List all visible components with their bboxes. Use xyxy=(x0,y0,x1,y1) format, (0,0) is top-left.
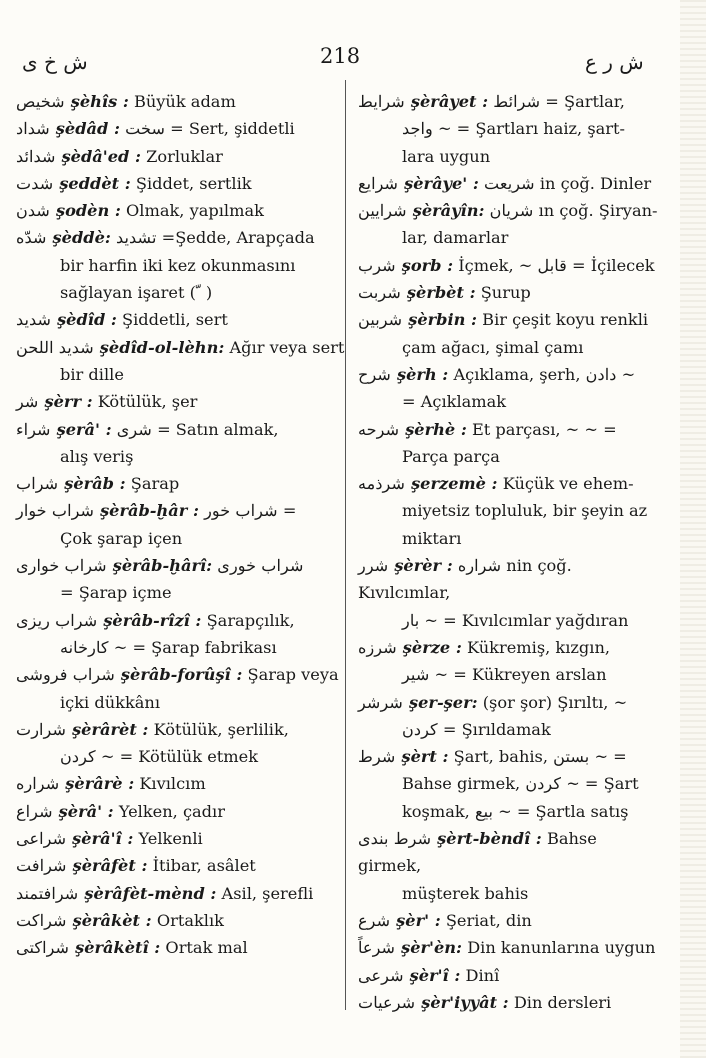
entry-first-line xyxy=(16,607,346,634)
definition: Din dersleri xyxy=(513,992,612,1012)
entry-first-line xyxy=(16,88,346,115)
definition-continuation: bir harfin iki kez okunmasını xyxy=(60,255,296,275)
arabic-headword: شدّه xyxy=(16,228,47,248)
definition-continuation: شير ~ = Kükreyen arslan xyxy=(402,665,607,685)
definition: Asil, şerefli xyxy=(221,883,314,903)
arabic-headword: شرع xyxy=(358,910,391,930)
entry-first-line xyxy=(16,934,346,961)
dictionary-entry xyxy=(358,470,658,552)
transliteration: şèrâb-ḫâr : xyxy=(100,501,199,521)
transliteration: şèrârè : xyxy=(65,774,135,794)
dictionary-entry xyxy=(16,798,346,825)
dictionary-entry xyxy=(16,88,346,115)
entry-first-line xyxy=(358,989,658,1016)
definition-continuation: içki dükkânı xyxy=(60,692,161,712)
definition-continuation: Çok şarap içen xyxy=(60,528,183,548)
transliteration: şèrâb-ḫârî: xyxy=(112,556,213,576)
entry-first-line xyxy=(358,552,658,607)
entry-first-line xyxy=(358,825,658,880)
arabic-headword: شرارت xyxy=(16,719,67,739)
arabic-headword: شراب خواری xyxy=(16,556,107,576)
transliteration: şèrâ' : xyxy=(58,801,114,821)
arabic-headword: شرافتمند xyxy=(16,883,79,903)
transliteration: şèrâb-forûşî : xyxy=(120,665,243,685)
arabic-headword: شراب خوار xyxy=(16,501,95,521)
arabic-headword: شرايع xyxy=(358,173,399,193)
transliteration: şèr'î : xyxy=(409,965,461,985)
transliteration: şèdâd : xyxy=(55,119,120,139)
entry-first-line xyxy=(16,852,346,879)
definition-continuation: بار ~ = Kıvılcımlar yağdıran xyxy=(402,610,629,630)
definition: Şarapçılık, xyxy=(206,610,295,630)
arabic-headword: شراره xyxy=(16,774,60,794)
dictionary-entry xyxy=(16,497,346,552)
transliteration: şèdîd : xyxy=(57,310,117,330)
entry-first-line xyxy=(16,907,346,934)
entry-first-line xyxy=(16,770,346,797)
entry-first-line xyxy=(358,279,658,306)
definition: Şarap veya xyxy=(247,665,339,685)
transliteration: şèr' : xyxy=(396,910,441,930)
definition: Şarap xyxy=(130,474,180,494)
entry-first-line xyxy=(358,306,658,333)
definition-continuation: Bahse girmek, كردن ~ = Şart xyxy=(402,774,639,794)
arabic-headword: شراء xyxy=(16,419,51,439)
dictionary-entry xyxy=(358,934,658,961)
dictionary-entry xyxy=(358,416,658,471)
definition: Açıklama, şerh, دادن ~ xyxy=(453,364,636,384)
left-column xyxy=(16,88,346,962)
definition-continuation: miyetsiz topluluk, bir şeyin az xyxy=(402,501,648,521)
transliteration: şèddè: xyxy=(52,228,111,248)
entry-first-line xyxy=(358,88,658,115)
definition-continuation: = Açıklamak xyxy=(402,392,507,412)
entry-first-line xyxy=(16,470,346,497)
definition: Kötülük, şer xyxy=(97,392,198,412)
definition-continuation: miktarı xyxy=(402,528,462,548)
dictionary-entry xyxy=(358,634,658,689)
page-number: 218 xyxy=(320,44,361,68)
dictionary-entry xyxy=(16,470,346,497)
arabic-headword: شرعاً xyxy=(358,938,396,958)
arabic-headword: شراكتى xyxy=(16,938,70,958)
dictionary-entry xyxy=(358,825,658,907)
definition-continuation: bir dille xyxy=(60,364,124,384)
arabic-headword: شرايين xyxy=(358,201,407,221)
dictionary-entry xyxy=(16,143,346,170)
definition: Zorluklar xyxy=(146,146,223,166)
dictionary-entry xyxy=(16,880,346,907)
entry-first-line xyxy=(16,197,346,224)
definition: سخت = Sert, şiddetli xyxy=(125,119,295,139)
dictionary-entry xyxy=(16,661,346,716)
transliteration: şèhîs : xyxy=(70,92,129,111)
dictionary-entry xyxy=(16,224,346,306)
entry-first-line xyxy=(16,661,346,688)
arabic-headword: شرشر xyxy=(358,692,403,712)
dictionary-entry xyxy=(358,197,658,252)
transliteration: şerâ' : xyxy=(56,419,112,439)
page-edge xyxy=(680,0,706,1058)
transliteration: şèrâb : xyxy=(64,474,126,494)
dictionary-entry xyxy=(16,388,346,415)
arabic-headword: شرط بندى xyxy=(358,829,432,849)
transliteration: şèrâkètî : xyxy=(75,938,161,958)
entry-first-line xyxy=(358,907,658,934)
transliteration: şèrâkèt : xyxy=(72,910,152,930)
transliteration: şeddèt : xyxy=(59,173,131,193)
arabic-headword: شديد اللحن xyxy=(16,337,94,357)
dictionary-entry xyxy=(358,361,658,416)
entry-first-line xyxy=(358,934,658,961)
definition: Kötülük, şerlilik, xyxy=(153,719,289,739)
arabic-headword: شرط xyxy=(358,747,396,767)
arabic-headword: شدائد xyxy=(16,146,56,166)
transliteration: şerzemè : xyxy=(411,474,498,494)
dictionary-entry xyxy=(16,197,346,224)
definition: شراب خور = xyxy=(204,501,297,521)
definition-continuation: müşterek bahis xyxy=(402,883,529,903)
header-left-letters: ش خ ى xyxy=(22,50,88,74)
dictionary-entry xyxy=(358,88,658,170)
definition: شراره nin çoğ. Kıvılcımlar, xyxy=(358,556,572,603)
entry-first-line xyxy=(358,689,658,716)
arabic-headword: شربين xyxy=(358,310,403,330)
transliteration: şèrt : xyxy=(401,747,449,767)
definition-continuation: çam ağacı, şimal çamı xyxy=(402,337,584,357)
dictionary-entry xyxy=(16,416,346,471)
entry-first-line xyxy=(16,115,346,142)
arabic-headword: شدن xyxy=(16,201,50,221)
arabic-headword: شرافت xyxy=(16,856,67,876)
definition: Küçük ve ehem- xyxy=(502,474,634,494)
transliteration: şèrbèt : xyxy=(406,283,476,303)
arabic-headword: شراب فروشى xyxy=(16,665,115,685)
transliteration: şèrâyîn: xyxy=(412,201,485,221)
definition: شريان ın çoğ. Şiryan- xyxy=(489,201,658,221)
definition-continuation: = Şarap içme xyxy=(60,583,172,603)
definition-continuation: koşmak, بيع ~ = Şartla satış xyxy=(402,801,629,821)
entry-first-line xyxy=(16,334,346,361)
dictionary-entry xyxy=(358,743,658,825)
entry-first-line xyxy=(16,880,346,907)
transliteration: şodèn : xyxy=(55,201,121,221)
transliteration: şèrâb-rîzî : xyxy=(103,610,202,630)
definition: تشديد =Şedde, Arapçada xyxy=(116,228,315,248)
definition-continuation: كردن ~ = Kötülük etmek xyxy=(60,747,259,767)
dictionary-entry xyxy=(16,907,346,934)
dictionary-entry xyxy=(358,907,658,934)
transliteration: şèrèr : xyxy=(394,556,453,576)
entry-first-line xyxy=(16,716,346,743)
definition: Bahse girmek, xyxy=(358,829,597,876)
transliteration: şèrâfèt : xyxy=(72,856,148,876)
dictionary-entry xyxy=(358,689,658,744)
transliteration: şèrâfèt-mènd : xyxy=(84,883,217,903)
page-header xyxy=(0,40,706,80)
transliteration: şèrbin : xyxy=(408,310,478,330)
definition-continuation: كردن = Şırıldamak xyxy=(402,719,551,739)
definition-continuation: lar, damarlar xyxy=(402,228,509,248)
definition: Et parçası, ~ ~ = xyxy=(471,419,617,439)
definition-continuation: كارخانه ~ = Şarap fabrikası xyxy=(60,637,277,657)
dictionary-entry xyxy=(16,170,346,197)
entry-first-line xyxy=(16,170,346,197)
arabic-headword: شديد xyxy=(16,310,52,330)
definition-continuation: lara uygun xyxy=(402,146,491,166)
definition-continuation: Parça parça xyxy=(402,446,500,466)
arabic-headword: شرعيات xyxy=(358,992,416,1012)
definition: شريعت in çoğ. Dinler xyxy=(483,173,652,193)
arabic-headword: شرعى xyxy=(358,965,404,985)
definition: Bir çeşit koyu renkli xyxy=(482,310,649,330)
transliteration: şer-şer: xyxy=(409,692,478,712)
transliteration: şèrr : xyxy=(44,392,93,412)
definition: Şiddetli, sert xyxy=(122,310,228,330)
definition-continuation: sağlayan işaret ( ّ ) xyxy=(60,283,213,303)
arabic-headword: شرحه xyxy=(358,419,400,439)
transliteration: şèrh : xyxy=(396,364,449,384)
definition: Yelkenli xyxy=(138,829,203,849)
arabic-headword: شرايط xyxy=(358,92,405,111)
transliteration: şèr'iyyât : xyxy=(421,992,509,1012)
dictionary-entry xyxy=(16,115,346,142)
entry-first-line xyxy=(358,634,658,661)
definition-continuation: alış veriş xyxy=(60,446,134,466)
definition: Dinî xyxy=(465,965,500,985)
definition: شرى = Satın almak, xyxy=(116,419,279,439)
definition: Büyük adam xyxy=(133,92,236,111)
definition: Ortaklık xyxy=(156,910,224,930)
definition: Olmak, yapılmak xyxy=(126,201,264,221)
dictionary-entry xyxy=(16,552,346,607)
transliteration: şèrâ'î : xyxy=(72,829,134,849)
entry-first-line xyxy=(16,825,346,852)
header-right-letters: ش ر ع xyxy=(585,50,644,74)
entry-first-line xyxy=(16,388,346,415)
dictionary-entry xyxy=(16,334,346,389)
arabic-headword: شخيص xyxy=(16,92,65,111)
entry-first-line xyxy=(358,361,658,388)
entry-first-line xyxy=(358,743,658,770)
definition: Yelken, çadır xyxy=(118,801,225,821)
definition: شرائط = Şartlar, xyxy=(493,92,625,111)
definition: İçmek, ~ قابل = İçilecek xyxy=(458,255,655,275)
entry-first-line xyxy=(358,197,658,224)
arabic-headword: شرر xyxy=(358,556,389,576)
dictionary-entry xyxy=(16,825,346,852)
dictionary-entry xyxy=(358,552,658,634)
transliteration: şèdâ'ed : xyxy=(61,146,141,166)
transliteration: şèr'èn: xyxy=(401,938,463,958)
definition: Şart, bahis, بستن ~ = xyxy=(453,747,627,767)
definition-continuation: واجد ~ = Şartları haiz, şart- xyxy=(402,119,626,139)
arabic-headword: شراب ريزى xyxy=(16,610,98,630)
entry-first-line xyxy=(358,962,658,989)
arabic-headword: شراع xyxy=(16,801,53,821)
entry-first-line xyxy=(358,470,658,497)
arabic-headword: شداد xyxy=(16,119,50,139)
definition: شراب خوری xyxy=(217,556,304,576)
arabic-headword: شرح xyxy=(358,364,391,384)
arabic-headword: شرذمه xyxy=(358,474,406,494)
transliteration: şèrâyet : xyxy=(410,92,489,111)
arabic-headword: شراعى xyxy=(16,829,67,849)
arabic-headword: شر xyxy=(16,392,39,412)
entry-first-line xyxy=(358,416,658,443)
transliteration: şèrt-bèndî : xyxy=(437,829,542,849)
entry-first-line xyxy=(358,252,658,279)
arabic-headword: شرب xyxy=(358,255,396,275)
entry-first-line xyxy=(358,170,658,197)
entry-first-line xyxy=(16,224,346,251)
dictionary-entry xyxy=(358,306,658,361)
definition: Şurup xyxy=(480,283,531,303)
definition: Din kanunlarına uygun xyxy=(467,938,656,958)
entry-first-line xyxy=(16,552,346,579)
entry-first-line xyxy=(16,416,346,443)
dictionary-entry xyxy=(16,306,346,333)
entry-first-line xyxy=(16,143,346,170)
definition: Ortak mal xyxy=(165,938,248,958)
dictionary-entry xyxy=(358,252,658,279)
entry-first-line xyxy=(16,798,346,825)
transliteration: şèrâye' : xyxy=(404,173,479,193)
arabic-headword: شراكت xyxy=(16,910,67,930)
definition: Şeriat, din xyxy=(445,910,532,930)
definition: Kükremiş, kızgın, xyxy=(467,637,611,657)
dictionary-entry xyxy=(358,170,658,197)
definition: (şor şor) Şırıltı, ~ xyxy=(482,692,628,712)
arabic-headword: شراب xyxy=(16,474,59,494)
entry-first-line xyxy=(16,306,346,333)
definition: Ağır veya sert xyxy=(229,337,345,357)
definition: İtibar, asâlet xyxy=(152,856,256,876)
transliteration: şèrze : xyxy=(402,637,462,657)
arabic-headword: شربت xyxy=(358,283,401,303)
definition: Kıvılcım xyxy=(139,774,206,794)
transliteration: şorb : xyxy=(401,255,454,275)
transliteration: şèrârèt : xyxy=(72,719,149,739)
dictionary-entry xyxy=(16,607,346,662)
transliteration: şèrhè : xyxy=(405,419,467,439)
dictionary-entry xyxy=(16,852,346,879)
dictionary-entry xyxy=(358,279,658,306)
entry-first-line xyxy=(16,497,346,524)
dictionary-entry xyxy=(358,962,658,989)
dictionary-entry xyxy=(16,770,346,797)
transliteration: şèdîd-ol-lèhn: xyxy=(99,337,225,357)
dictionary-entry xyxy=(16,934,346,961)
arabic-headword: شدت xyxy=(16,173,54,193)
dictionary-entry xyxy=(16,716,346,771)
right-column xyxy=(358,88,658,1016)
dictionary-entry xyxy=(358,989,658,1016)
definition: Şiddet, sertlik xyxy=(135,173,252,193)
arabic-headword: شرزه xyxy=(358,637,397,657)
